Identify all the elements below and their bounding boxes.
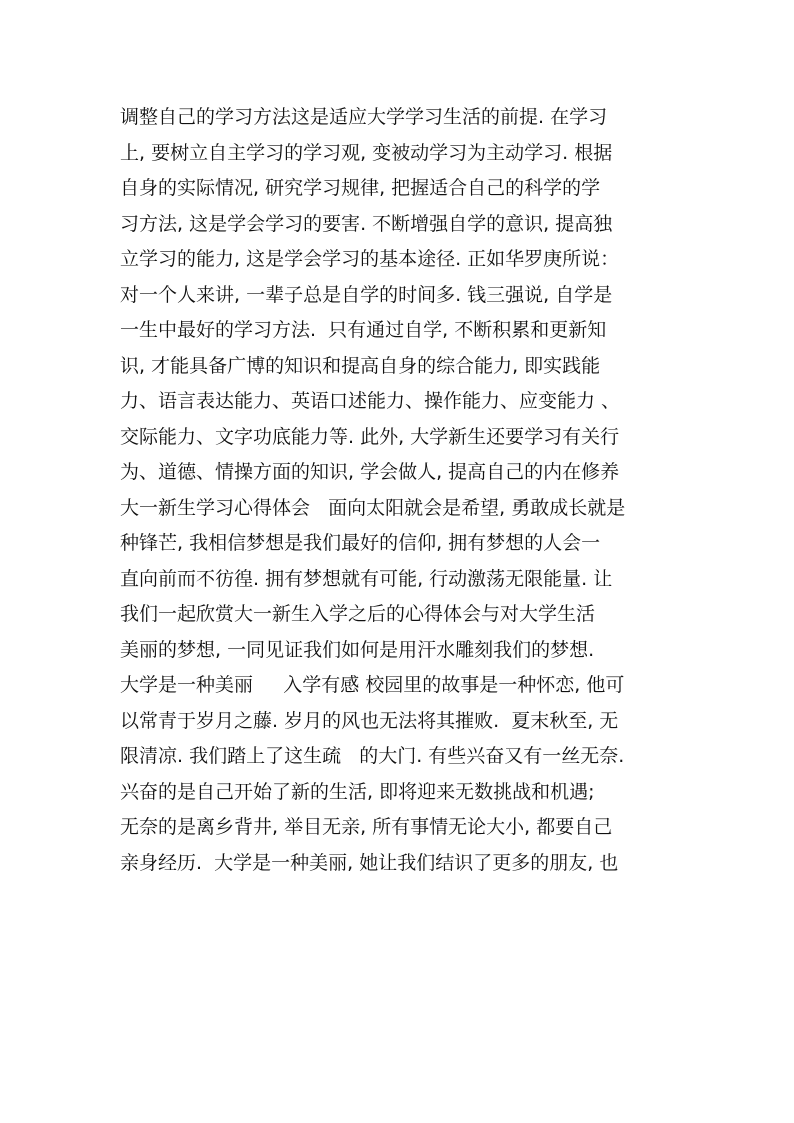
text-line: 直向前而不彷徨. 拥有梦想就有可能, 行动激荡无限能量. 让 bbox=[120, 567, 613, 590]
text-line: 种锋芒, 我相信梦想是我们最好的信仰, 拥有梦想的人会一 bbox=[120, 532, 601, 554]
text-line: 识, 才能具备广博的知识和提高自身的综合能力, 即实践能 bbox=[120, 354, 601, 377]
text-line: 立学习的能力, 这是学会学习的基本途径. 正如华罗庚所说： bbox=[120, 248, 620, 270]
text-line: 力、语言表达能力、英语口述能力、操作能力、应变能力 、 bbox=[120, 390, 621, 412]
text-line: 美丽的梦想, 一同见证我们如何是用汗水雕刻我们的梦想. bbox=[120, 638, 595, 661]
text-line: 自身的实际情况, 研究学习规律, 把握适合自己的科学的学 bbox=[120, 177, 601, 199]
text-line: 限清凉. 我们踏上了这生疏 的大门. 有些兴奋又有一丝无奈. bbox=[120, 745, 625, 767]
text-line: 一生中最好的学习方法. 只有通过自学, 不断积累和更新知 bbox=[120, 319, 607, 341]
text-line: 对一个人来讲, 一辈子总是自学的时间多. 钱三强说, 自学是 bbox=[120, 283, 613, 306]
text-line: 习方法, 这是学会学习的要害. 不断增强自学的意识, 提高独 bbox=[120, 212, 613, 235]
text-line: 以常青于岁月之藤. 岁月的风也无法将其摧败. 夏末秋至, 无 bbox=[120, 709, 619, 732]
text-line: 上, 要树立自主学习的学习观, 变被动学习为主动学习. 根据 bbox=[120, 141, 613, 164]
text-line: 无奈的是离乡背井, 举目无亲, 所有事情无论大小, 都要自己 bbox=[120, 816, 613, 838]
body-text bbox=[120, 100, 680, 881]
text-line: 兴奋的是自己开始了新的生活, 即将迎来无数挑战和机遇; bbox=[120, 780, 595, 803]
text-line: 交际能力、文字功底能力等. 此外, 大学新生还要学习有关行 bbox=[120, 425, 620, 448]
text-line: 大一新生学习心得体会 面向太阳就会是希望, 勇敢成长就是 bbox=[120, 496, 626, 519]
text-line: 大学是一种美丽 入学有感 校园里的故事是一种怀恋, 他可 bbox=[120, 674, 625, 696]
text-line: 亲身经历. 大学是一种美丽, 她让我们结识了更多的朋友, 也 bbox=[120, 851, 619, 874]
text-line: 我们一起欣赏大一新生入学之后的心得体会与对大学生活 bbox=[120, 603, 596, 625]
text-line: 调整自己的学习方法这是适应大学学习生活的前提. 在学习 bbox=[120, 106, 608, 128]
text-line: 为、道德、情操方面的知识, 学会做人, 提高自己的内在修养 bbox=[120, 461, 620, 483]
